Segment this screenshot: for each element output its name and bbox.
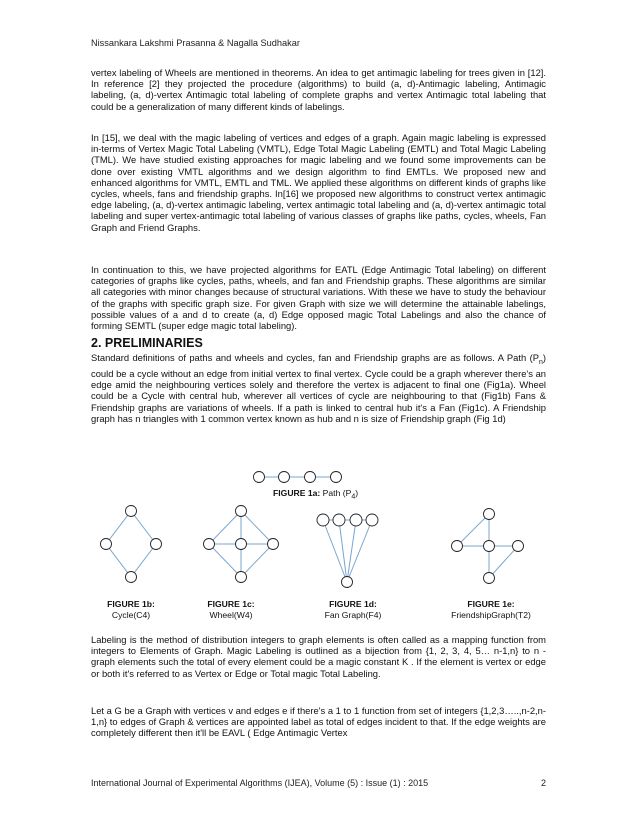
caption-figure-1c xyxy=(201,599,261,620)
paragraph-4 xyxy=(91,352,546,424)
path-node xyxy=(254,472,265,483)
page-footer xyxy=(91,778,546,788)
p4-start: Standard definitions of paths and wheels and cycles, fan and Friendship graphs are as follows. A Path (P xyxy=(91,352,539,363)
fan-spoke-4 xyxy=(347,520,372,582)
footer-journal: International Journal of Experimental Algorithms (IJEA), Volume (5) : Issue (1) : 2015 xyxy=(91,778,429,788)
wheel-node xyxy=(236,572,247,583)
caption-figure-1b xyxy=(101,599,161,620)
cycle-node xyxy=(151,539,162,550)
paragraph-3: In continuation to this, we have projected algorithms for EATL (Edge Antimagic Total labeling) on different categories of graphs like cycles, paths, wheels, and fan and Friendship graphs. These algorithms are similar all categories with minor changes because of structural variations. With these we have to study the behaviour of the graphs with specific graph size. For given Graph with size we will determine the attainable labelings, possible values of a and d to create (a, d) Edge opposed magic Total Labelings and also the chance of forming SEMTL (super edge magic total labeling). xyxy=(91,264,546,332)
fan-node xyxy=(350,514,362,526)
caption-1b-label: FIGURE 1b: xyxy=(107,599,155,609)
running-head-authors: Nissankara Lakshmi Prasanna & Nagalla Sudhakar xyxy=(91,38,300,48)
section-title: 2. PRELIMINARIES xyxy=(91,336,203,350)
paragraph-5: Labeling is the method of distribution integers to graph elements is often called as a mapping function from integers to Elements of Graph. Magic Labeling is outlined as a bijection from {1, 2, 3, 4, 5… n-1,n} to n - graph elements such the total of every element could be a magic constant K . If the element is vertex or edge or both it's referred to as Vertex or Edge or Total magic Total Labeling. xyxy=(91,634,546,679)
fan-spoke-3 xyxy=(347,520,356,582)
caption-1d-label: FIGURE 1d: xyxy=(329,599,377,609)
p4-subscript: n xyxy=(538,358,543,366)
cycle-node xyxy=(126,506,137,517)
wheel-hub-node xyxy=(236,539,247,550)
caption-1e-label: FIGURE 1e: xyxy=(467,599,515,609)
caption-1a-end: ) xyxy=(355,488,359,498)
fan-node xyxy=(333,514,345,526)
friendship-node xyxy=(452,541,463,552)
path-node xyxy=(305,472,316,483)
caption-1a-sub: 4 xyxy=(351,493,356,501)
caption-figure-1e xyxy=(436,599,546,620)
figure-area xyxy=(91,466,546,626)
cycle-node xyxy=(101,539,112,550)
caption-1c-label: FIGURE 1c: xyxy=(207,599,255,609)
caption-1a-label: FIGURE 1a: xyxy=(273,488,321,498)
paragraph-6: Let a G be a Graph with vertices v and edges e if there's a 1 to 1 function from set of integers {1,2,3…..,n-2,n-1,n} to edges of Graph & vertices are appointed label as total of edges incident to that. If the edge weights are completely different then it'll be EAVL ( Edge Antimagic Vertex xyxy=(91,705,546,739)
caption-1b-text: Cycle(C4) xyxy=(111,609,151,620)
friendship-node xyxy=(513,541,524,552)
wheel-node xyxy=(268,539,279,550)
paragraph-1: vertex labeling of Wheels are mentioned in theorems. An idea to get antimagic labeling for trees given in [12]. In reference [2] they projected the procedure (algorithms) to build (a, d)-Antimagic labeling, Antimagic labeling, (a, d)-vertex Antimagic total labeling of complete graphs and vertex Antimagic total labeling that could be a generalization of many different kinds of labelings. xyxy=(91,67,546,112)
friendship-triangle-2-edge xyxy=(489,546,518,578)
wheel-node xyxy=(236,506,247,517)
path-node xyxy=(279,472,290,483)
fan-node xyxy=(366,514,378,526)
cycle-node xyxy=(126,572,137,583)
caption-1a-text: Path (P xyxy=(322,488,352,498)
friendship-node xyxy=(484,573,495,584)
caption-1c-text: Wheel(W4) xyxy=(209,609,253,620)
cycle-edges xyxy=(106,511,156,577)
caption-figure-1a xyxy=(273,488,358,503)
fan-node xyxy=(317,514,329,526)
caption-1d-text: Fan Graph(F4) xyxy=(324,609,382,620)
page-number: 2 xyxy=(540,778,546,788)
paragraph-2: In [15], we deal with the magic labeling of vertices and edges of a graph. Again magic labeling is expressed in-terms of Vertex Magic Total Labeling (VMTL), Edge Total Magic Labeling (EMTL) and Total Magic Labeling (TML). We have studied existing approaches for magic labeling and we found some improvements can be done over existing VMTL algorithms and we design algorithm to find EMTLs. We proposed new and enhanced algorithms for VMTL, EMTL and TML. We applied these algorithms on different kinds of graphs like cycles, wheels, fans and friendship graphs. In[16] we proposed new algorithms to construct vertex antimagic edge labeling, (a, d)-vertex antimagic labeling, vertex antimagic total labeling and (a, d)-vertex antimagic total labeling and super vertex-antimagic total labeling of various classes of graphs like paths, cycles, wheels, Fan Graph and Friend Graphs. xyxy=(91,132,546,233)
p4-rest: ) could be a cycle without an edge from initial vertex to final vertex. Cycle could be a graph wherever there's an edge amid the neighbouring vertices solely and therefore the vertex is adjacent to final one (Fig1a). Wheel could be a Cycle with central hub, wherever all vertices of cycle are neighbouring to that (Fig1b) Fans & Friendship graphs are variations of wheels. If a path is linked to central hub it's a Fan (Fig1c). A Friendship graph has n triangles with 1 common vertex known as hub and n is size of Friendship graph (Fig 1d) xyxy=(91,352,546,424)
wheel-node xyxy=(204,539,215,550)
caption-1e-text: FriendshipGraph(T2) xyxy=(451,609,531,620)
friendship-node xyxy=(484,509,495,520)
fan-hub-node xyxy=(342,577,353,588)
friendship-hub-node xyxy=(484,541,495,552)
caption-figure-1d xyxy=(314,599,392,620)
path-node xyxy=(331,472,342,483)
friendship-triangle-1-edge xyxy=(457,514,489,546)
